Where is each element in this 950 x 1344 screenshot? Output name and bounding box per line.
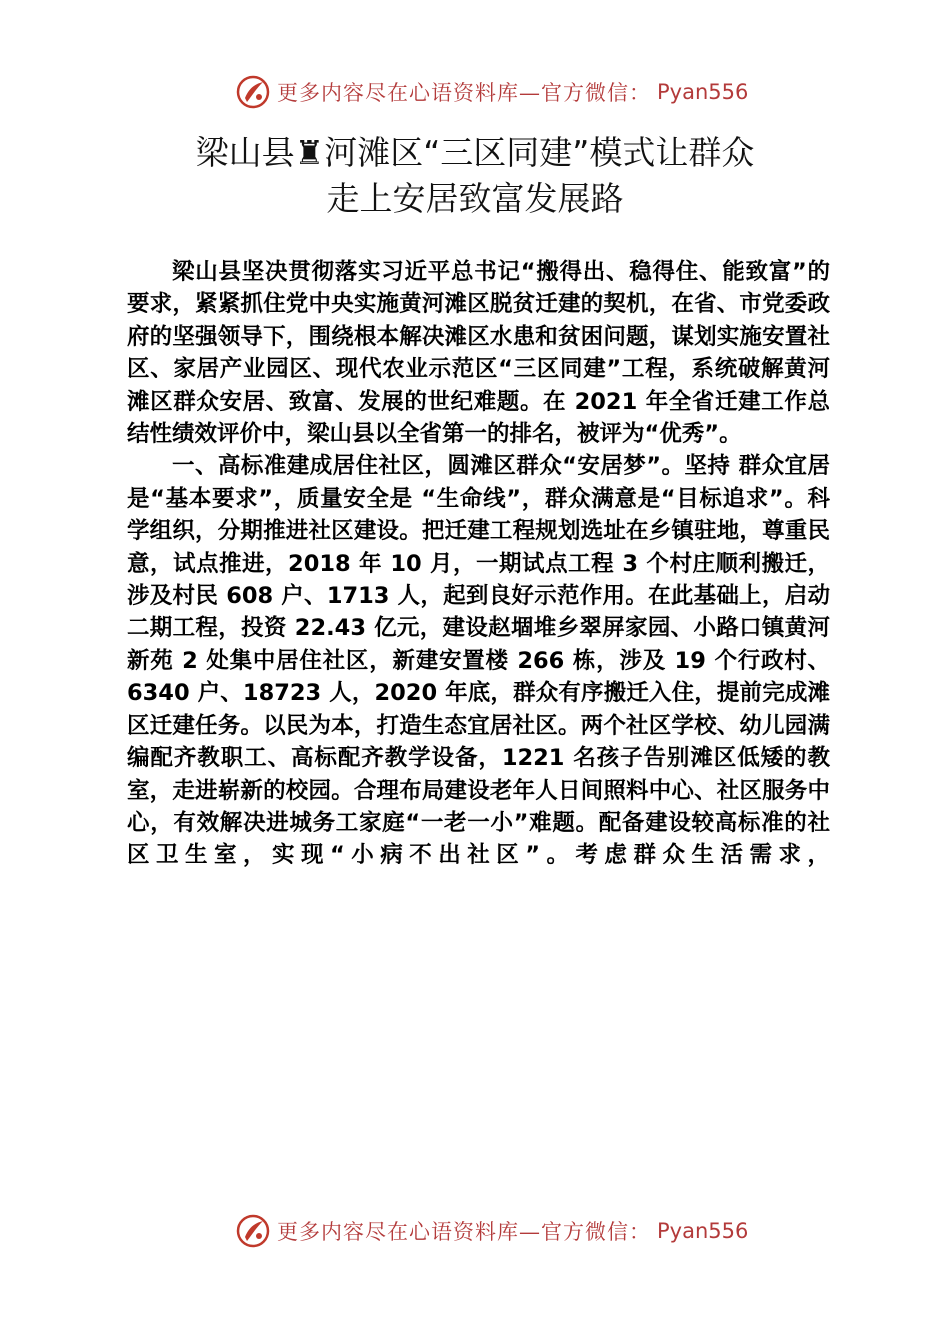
document-title bbox=[0, 130, 950, 222]
watermark-contact: Pyan556 bbox=[657, 80, 749, 104]
watermark-text: 更多内容尽在心语资料库—官方微信： bbox=[277, 81, 651, 105]
watermark-text: 更多内容尽在心语资料库—官方微信： bbox=[277, 1220, 651, 1244]
title-line-1: 梁山县♜河滩区“三区同建”模式让群众 bbox=[195, 133, 755, 172]
document-body bbox=[127, 256, 830, 872]
watermark-header bbox=[235, 72, 748, 112]
logo-icon bbox=[235, 74, 271, 110]
paragraph-intro: 梁山县坚决贯彻落实习近平总书记“搬得出、稳得住、能致富”的要求，紧紧抓住党中央实施黄河滩区脱贫迁建的契机，在省、市党委政府的坚强领导下，围绕根本解决滩区水患和贫困问题，谋划实施安置社区、家居产业园区、现代农业示范区“三区同建”工程，系统破解黄河滩区群众安居、致富、发展的世纪难题。在 2021 年全省迁建工作总结性绩效评价中，梁山县以全省第一的排名，被评为“优秀”。 bbox=[127, 259, 830, 448]
logo-icon bbox=[235, 1213, 271, 1249]
watermark-contact: Pyan556 bbox=[657, 1219, 749, 1243]
paragraph-section-1: 一、高标准建成居住社区，圆滩区群众“安居梦”。坚持 群众宜居是“基本要求”，质量安全是 “生命线”，群众满意是“目标追求”。科学组织，分期推进社区建设。把迁建工程规划选址在乡镇驻地，尊重民意，试点推进，2018 年 10 月，一期试点工程 3 个村庄顺利搬迁，涉及村民 608 户、1713 人，起到良好示范作用。在此基础上，启动二期工程，投资 22.43 亿元，建设赵堌堆乡翠屏家园、小路口镇黄河新苑 2 处集中居住社区，新建安置楼 266 栋，涉及 19 个行政村、6340 户、18723 人，2020 年底，群众有序搬迁入住，提前完成滩区迁建任务。以民为本，打造生态宜居社区。两个社区学校、幼儿园满编配齐教职工、高标配齐教学设备，1221 名孩子告别滩区低矮的教室，走进崭新的校园。合理布局建设老年人日间照料中心、社区服务中心，有效解决进城务工家庭“一老一小”难题。配备建设较高标准的社区卫生室，实现“小病不出社区”。考虑群众生活需求， bbox=[127, 453, 830, 869]
watermark-footer bbox=[235, 1211, 748, 1251]
title-line-2: 走上安居致富发展路 bbox=[326, 179, 624, 218]
